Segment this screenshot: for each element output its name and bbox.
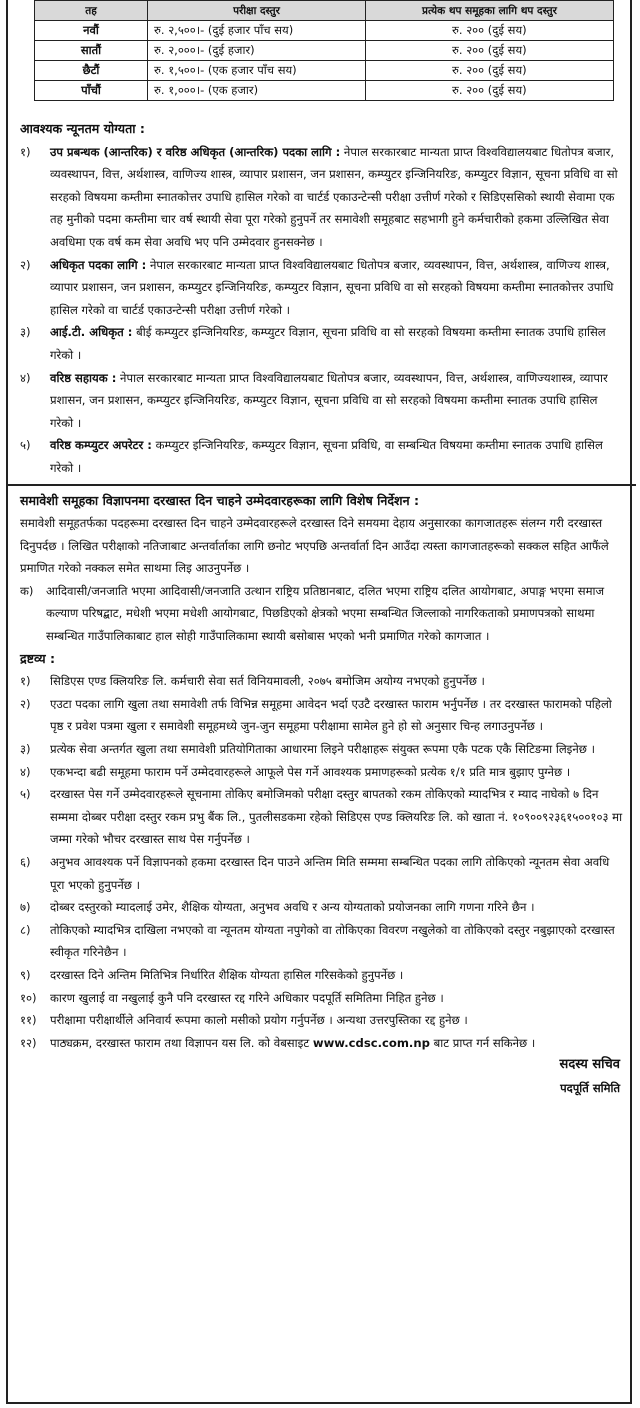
table-cell-exam-fee: रु. २,५००।- (दुई हजार पाँच सय) — [148, 21, 366, 41]
item-number: ७) — [20, 900, 31, 915]
item-number: १) — [20, 144, 31, 159]
note-item — [20, 964, 624, 987]
inclusive-intro: समावेशी समूहतर्फका पदहरूमा दरखास्त दिन चाहने उम्मेदवारहरूले दरखास्त दिने समयमा देहाय अनुसारका कागजातहरू संलग्न गरी दरखास्त दिनुपर्दछ । लिखित परीक्षाको नतिजाबाट अन्तर्वार्ताका लागि छनोट भएपछि अन्तर्वार्ता दिन आउँदा त्यस्ता कागजातहरूको सक्कल सहित आफैंले प्रमाणित गरेको नक्कल समेत साथमा लिइ आउनुपर्नेछ । — [20, 516, 609, 576]
table-cell-extra-fee: रु. २०० (दुई सय) — [366, 21, 614, 41]
note-item — [20, 987, 624, 1010]
table-cell-extra-fee: रु. २०० (दुई सय) — [366, 41, 614, 61]
item-text: प्रत्येक सेवा अन्तर्गत खुला तथा समावेशी प्रतियोगिताका आधारमा लिइने परीक्षाहरू संयुक्त रूपमा एकै पटक एकै सिटिङमा लिइनेछ । — [50, 742, 596, 757]
qualification-item — [20, 434, 624, 479]
item-text: नेपाल सरकारबाट मान्यता प्राप्त विश्वविद्यालयबाट धितोपत्र बजार, व्यवस्थापन, वित्त, अर्थशास्त्र, वाणिज्य शास्त्र, व्यापार प्रशासन, जन प्रशासन, कम्प्युटर इन्जिनियरिङ, कम्प्युटर विज्ञान, सूचना प्रविधि वा सो सरहको विषयमा कम्तीमा स्नातकोत्तर उपाधि हासिल गरेको वा चार्टर्ड एकाउन्टेन्सी परीक्षा उत्तीर्ण गरेको र सिडिएससिको स्थायी सेवामा एक तह मुनीको पदमा कम्तीमा चार वर्ष स्थायी सेवा पूरा गरेको हुनुपर्ने तर समावेशी समूहबाट सहभागी हुने कर्मचारीको हकमा उल्लिखित सेवा अवधिमा एक वर्ष कम सेवा अवधि भए पनि उम्मेदवार हुनसक्नेछ । — [50, 144, 618, 249]
item-text: दरखास्त दिने अन्तिम मितिभित्र निर्धारित शैक्षिक योग्यता हासिल गरिसकेको हुनुपर्नेछ । — [50, 967, 404, 982]
table-cell-exam-fee: रु. १,०००।- (एक हजार) — [148, 81, 366, 101]
inclusive-item — [20, 580, 624, 648]
signature-title: सदस्य सचिव — [559, 1057, 620, 1073]
item-title: आई.टी. अधिकृत : — [50, 325, 133, 340]
inclusive-heading: समावेशी समूहका विज्ञापनमा दरखास्त दिन चाहने उम्मेदवारहरूका लागि विशेष निर्देशन : — [20, 492, 420, 508]
item-number: १२) — [20, 1035, 37, 1050]
item-number: ४) — [20, 370, 31, 385]
qualification-item — [20, 254, 624, 322]
item-title: अधिकृत पदका लागि : — [50, 257, 147, 272]
notice-page — [6, 0, 632, 1404]
table-cell-exam-fee: रु. १,५००।- (एक हजार पाँच सय) — [148, 61, 366, 81]
item-text: आदिवासी/जनजाति भएमा आदिवासी/जनजाति उत्थान राष्ट्रिय प्रतिष्ठानबाट, दलित भएमा राष्ट्रिय दलित आयोगबाट, अपाङ्ग भएमा समाज कल्याण परिषद्बाट, मधेशी भएमा मधेशी आयोगबाट, पिछडिएको क्षेत्रको भएमा सम्बन्धित जिल्लाको नागरिकताको प्रमाणपत्रको साथमा सम्बन्धित गाउँपालिकाबाट हाल सोही गाउँपालिकामा स्थायी बसोबास भएको भनी प्रमाणित गरेको कागजात । — [46, 583, 605, 644]
signature-committee: पदपूर्ति समिति — [560, 1080, 620, 1095]
table-row — [35, 81, 614, 101]
table-cell-level: छैटौं — [35, 61, 148, 81]
item-text: दोब्बर दस्तुरको म्यादलाई उमेर, शैक्षिक योग्यता, अनुभव अवधि र अन्य योग्यताको प्रयोजनका लागि गणना गरिने छैन । — [50, 900, 535, 915]
notice-content — [20, 118, 624, 1100]
item-number: ११) — [20, 1013, 37, 1028]
item-number: ८) — [20, 922, 31, 937]
note-item — [20, 1032, 624, 1055]
item-number: १०) — [20, 990, 37, 1005]
note-item — [20, 761, 624, 784]
table-cell-exam-fee: रु. २,०००।- (दुई हजार) — [148, 41, 366, 61]
item-number: ५) — [20, 787, 31, 802]
item-number: ५) — [20, 438, 31, 453]
item-number: ९) — [20, 967, 31, 982]
section-divider — [8, 484, 636, 486]
item-text: नेपाल सरकारबाट मान्यता प्राप्त विश्वविद्यालयबाट धितोपत्र बजार, व्यवस्थापन, वित्त, अर्थशास्त्र, वाणिज्यशास्त्र, व्यापार प्रशासन, जन प्रशासन, कम्प्युटर इन्जिनियरिङ, कम्प्युटर विज्ञान, सूचना प्रविधि वा सो सरहको विषयमा कम्तीमा स्नातक उपाधि हासिल गरेको । — [50, 370, 608, 430]
item-text: दरखास्त पेस गर्ने उम्मेदवारहरूले सूचनामा तोकिए बमोजिमको परीक्षा दस्तुर बापतको रकम तोकिएको म्यादभित्र र म्याद नाघेको ७ दिन सम्ममा दोब्बर परीक्षा दस्तुर रकम प्रभु बैंक लि., पुतलीसडकमा रहेको सिडिएस एण्ड क्लियरिङ लि. को खाता नं. १०९००९२३६१५००१०३ मा जम्मा गरेको भौचर दरखास्त साथ पेस गर्नुपर्नेछ । — [50, 787, 623, 847]
table-row — [35, 41, 614, 61]
item-text: एउटा पदका लागि खुला तथा समावेशी तर्फ विभिन्न समूहमा आवेदन भर्दा एउटै दरखास्त फाराम भर्नुपर्नेछ । तर दरखास्त फारामको पहिलो पृष्ठ र प्रवेश पत्रमा खुला र समावेशी समूहमध्ये जुन-जुन समूहमा परीक्षामा सामेल हुने हो सो अनुसार चिन्ह लगाउनुपर्नेछ । — [50, 696, 612, 734]
fee-table — [34, 0, 614, 101]
item-text: तोकिएको म्यादभित्र दाखिला नभएको वा न्यूनतम योग्यता नपुगेको वा तोकिएका विवरण नखुलेको वा तोकिएको दस्तुर नबुझाएको दरखास्त स्वीकृत गरिनेछैन । — [50, 922, 615, 960]
table-cell-level: नवौं — [35, 21, 148, 41]
fee-table-header-exam-fee: परीक्षा दस्तुर — [148, 1, 366, 21]
item-number: ४) — [20, 764, 31, 779]
note-item — [20, 670, 624, 693]
table-cell-extra-fee: रु. २०० (दुई सय) — [366, 61, 614, 81]
table-cell-level: पाँचौं — [35, 81, 148, 101]
item-title: वरिष्ठ सहायक : — [50, 370, 117, 385]
table-cell-extra-fee: रु. २०० (दुई सय) — [366, 81, 614, 101]
signature-block — [20, 1054, 624, 1099]
table-row — [35, 61, 614, 81]
item-text: बीई कम्प्युटर इन्जिनियरिङ, कम्प्युटर विज्ञान, सूचना प्रविधि वा सो सरहको विषयमा कम्तीमा स्नातक उपाधि हासिल गरेको । — [50, 325, 606, 362]
item-number: १) — [20, 674, 31, 689]
table-cell-level: सातौं — [35, 41, 148, 61]
table-row — [35, 21, 614, 41]
note-item — [20, 738, 624, 761]
item-text: अनुभव आवश्यक पर्ने विज्ञापनको हकमा दरखास्त दिन पाउने अन्तिम मिति सम्ममा सम्बन्धित पदका लागि तोकिएको न्यूनतम सेवा अवधि पूरा भएको हुनुपर्नेछ । — [50, 855, 610, 892]
item-text: सिडिएस एण्ड क्लियरिङ लि. कर्मचारी सेवा सर्त विनियमावली, २०७५ बमोजिम अयोग्य नभएको हुनुपर्नेछ । — [50, 674, 485, 689]
item-text: कम्प्युटर इन्जिनियरिङ, कम्प्युटर विज्ञान, सूचना प्रविधि, वा सम्बन्धित विषयमा कम्तीमा स्नातक उपाधि हासिल गरेको । — [50, 438, 603, 475]
fee-table-header-extra-fee: प्रत्येक थप समूहका लागि थप दस्तुर — [366, 1, 614, 21]
item-number: क) — [20, 583, 34, 598]
note-item — [20, 919, 624, 964]
item-number: २) — [20, 696, 31, 711]
item-text: नेपाल सरकारबाट मान्यता प्राप्त विश्वविद्यालयबाट धितोपत्र बजार, व्यवस्थापन, वित्त, अर्थशास्त्र, वाणिज्य शास्त्र, व्यापार प्रशासन, जन प्रशासन, कम्प्युटर इन्जिनियरिङ, कम्प्युटर विज्ञान, सूचना प्रविधि वा सो सरहको विषयमा कम्तीमा स्नातकोत्तर उपाधि हासिल गरेको वा चार्टर्ड एकाउन्टेन्सी परीक्षा उत्तीर्ण गरेको । — [50, 257, 614, 317]
note-item — [20, 896, 624, 919]
fee-table-header-row — [35, 1, 614, 21]
note-item — [20, 783, 624, 851]
item-number: ३) — [20, 742, 31, 757]
qualification-heading: आवश्यक न्यूनतम योग्यता : — [20, 121, 145, 136]
fee-table-header-level: तह — [35, 1, 148, 21]
item-number: ३) — [20, 325, 31, 340]
item-number: २) — [20, 257, 31, 272]
qualification-item — [20, 141, 624, 254]
note-item — [20, 851, 624, 896]
item-text: परीक्षामा परीक्षार्थीले अनिवार्य रूपमा कालो मसीको प्रयोग गर्नुपर्नेछ । अन्यथा उत्तरपुस्तिका रद्द हुनेछ । — [50, 1013, 468, 1028]
note-item — [20, 693, 624, 738]
item-text: पाठ्यक्रम, दरखास्त फाराम तथा विज्ञापन यस लि. को वेबसाइट — [50, 1035, 313, 1050]
item-number: ६) — [20, 855, 31, 869]
qualification-item — [20, 321, 624, 366]
note-item — [20, 1009, 624, 1032]
website-link[interactable]: www.cdsc.com.np — [312, 1035, 430, 1050]
item-title: वरिष्ठ कम्प्युटर अपरेटर : — [50, 438, 152, 453]
notes-heading: द्रष्टव्य : — [20, 650, 56, 666]
item-text: एकभन्दा बढी समूहमा फाराम पर्ने उम्मेदवारहरूले आफूले पेस गर्ने आवश्यक प्रमाणहरूको प्रत्येक १/१ प्रति मात्र बुझाए पुग्नेछ । — [50, 764, 571, 779]
item-text: बाट प्राप्त गर्न सकिनेछ । — [429, 1035, 536, 1050]
item-text: कारण खुलाई वा नखुलाई कुनै पनि दरखास्त रद्द गरिने अधिकार पदपूर्ति समितिमा निहित हुनेछ । — [50, 990, 444, 1005]
item-title: उप प्रबन्धक (आन्तरिक) र वरिष्ठ अधिकृत (आन्तरिक) पदका लागि : — [50, 144, 341, 159]
qualification-item — [20, 367, 624, 435]
